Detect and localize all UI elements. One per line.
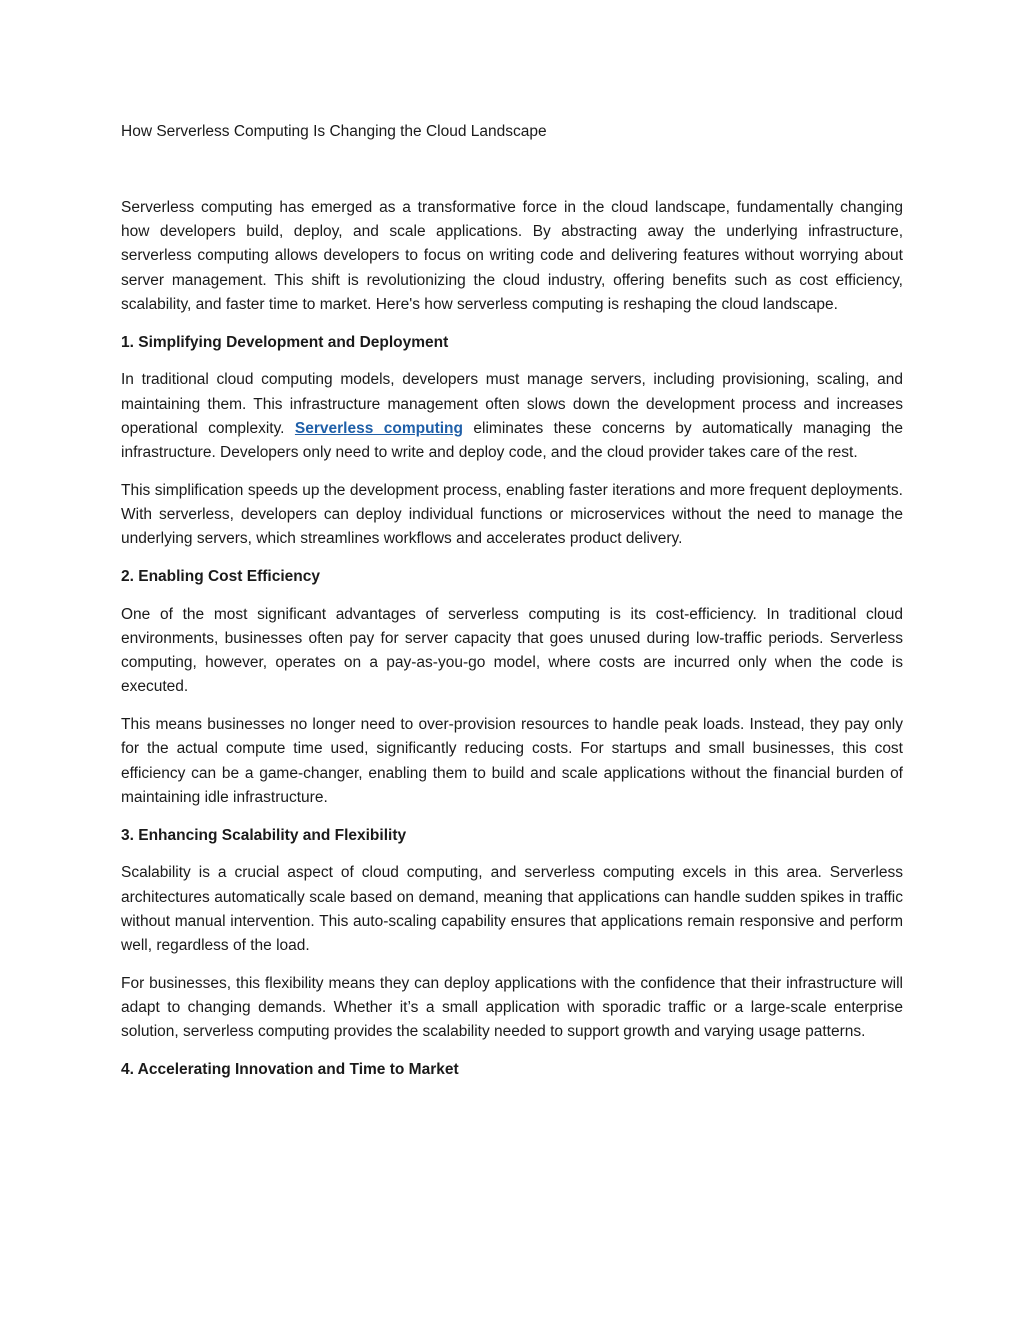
section-heading-2: 2. Enabling Cost Efficiency xyxy=(121,568,320,586)
section-heading-3: 3. Enhancing Scalability and Flexibility xyxy=(121,826,407,844)
section-1-text-after-link: eliminates these concerns by automatically managing the infrastructure. Developers only need to write and deploy code, and the cloud provider takes care of the rest. xyxy=(121,419,904,462)
section-1-paragraph-1 xyxy=(121,368,903,465)
document-body xyxy=(121,196,903,1096)
document-title: How Serverless Computing Is Changing the Cloud Landscape xyxy=(121,123,547,140)
section-1-text-before-link: In traditional cloud computing models, developers must manage servers, including provisioning, scaling, and maintaining them. This infrastructure management often slows down the development process and increases operational complexity. xyxy=(121,371,903,437)
section-heading-4: 4. Accelerating Innovation and Time to Market xyxy=(121,1061,459,1079)
section-3-paragraph-2: For businesses, this flexibility means they can deploy applications with the confidence that their infrastructure will adapt to changing demands. Whether it’s a small application with sporadic traffic or a large-scale enterprise solution, serverless computing provides the scalability needed to support growth and varying usage patterns. xyxy=(121,974,903,1041)
section-2-paragraph-2: This means businesses no longer need to over-provision resources to handle peak loads. Instead, they pay only for the actual compute time used, significantly reducing costs. For startups and small businesses, this cost efficiency can be a game-changer, enabling them to build and scale applications without the financial burden of maintaining idle infrastructure. xyxy=(121,716,903,806)
section-2-paragraph-1: One of the most significant advantages of serverless computing is its cost-efficiency. In traditional cloud environments, businesses often pay for server capacity that goes unused during low-traffic periods. Serverless computing, however, operates on a pay-as-you-go model, where costs are incurred only when the code is executed. xyxy=(121,605,903,696)
section-heading-1: 1. Simplifying Development and Deployment xyxy=(121,333,449,351)
section-1-paragraph-2: This simplification speeds up the development process, enabling faster iterations and more frequent deployments. With serverless, developers can deploy individual functions or microservices without the need to manage the underlying servers, which streamlines workflows and accelerates product delivery. xyxy=(121,481,903,548)
serverless-computing-link[interactable]: Serverless computing xyxy=(294,419,463,437)
section-3-paragraph-1: Scalability is a crucial aspect of cloud computing, and serverless computing excels in this area. Serverless architectures automatically scale based on demand, meaning that applications can handle sudden spikes in traffic without manual intervention. This auto-scaling capability ensures that applications remain responsive and perform well, regardless of the load. xyxy=(121,864,903,955)
intro-paragraph: Serverless computing has emerged as a transformative force in the cloud landscape, fundamentally changing how developers build, deploy, and scale applications. By abstracting away the underlying infrastructure, serverless computing allows developers to focus on writing code and delivering features without worrying about server management. This shift is revolutionizing the cloud industry, offering benefits such as cost efficiency, scalability, and faster time to market. Here's how serverless computing is reshaping the cloud landscape. xyxy=(121,199,903,313)
